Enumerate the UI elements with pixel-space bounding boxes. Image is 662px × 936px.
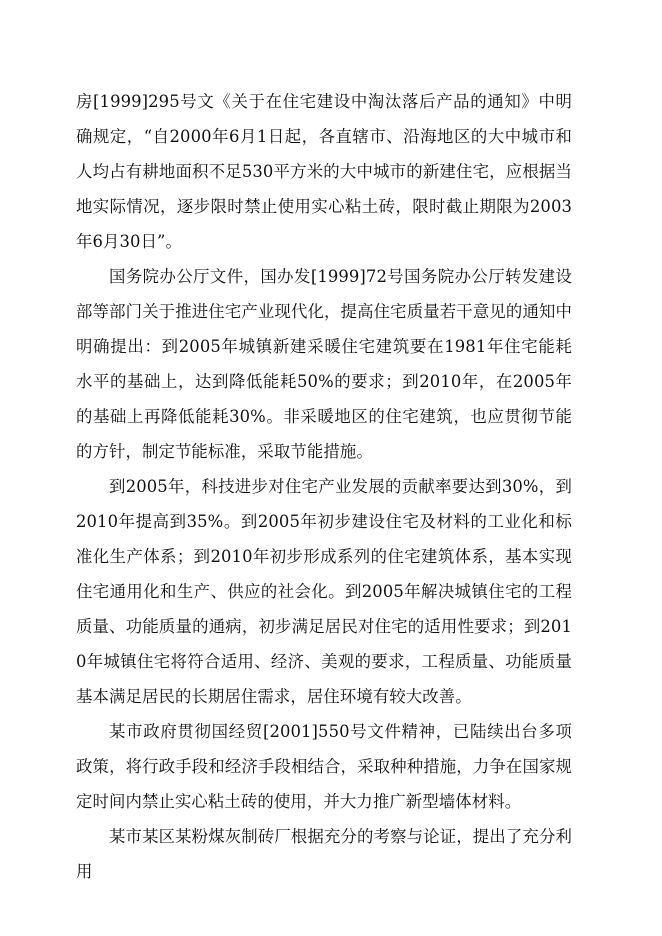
paragraph-1: 房[1999]295号文《关于在住宅建设中淘汰落后产品的通知》中明确规定，“自2000年6月1日起，各直辖市、沿海地区的大中城市和人均占有耕地面积不足530平方米的大中城市的新建住宅，应根据当地实际情况，逐步限时禁止使用实心粘土砖，限时截止期限为2003年6月30日”。 <box>76 92 572 251</box>
paragraph-2: 国务院办公厅文件，国办发[1999]72号国务院办公厅转发建设部等部门关于推进住宅产业现代化，提高住宅质量若干意见的通知中明确提出：到2005年城镇新建采暖住宅建筑要在1981年住宅能耗水平的基础上，达到降低能耗50%的要求；到2010年，在2005年的基础上再降低能耗30%。非采暖地区的住宅建筑，也应贯彻节能的方针，制定节能标准，采取节能措施。 <box>76 267 572 461</box>
paragraph-4: 某市政府贯彻国经贸[2001]550号文件精神，已陆续出台多项政策，将行政手段和经济手段相结合，采取种种措施，力争在国家规定时间内禁止实心粘土砖的使用，并大力推广新型墙体材料。 <box>76 722 572 811</box>
paragraph-5: 某市某区某粉煤灰制砖厂根据充分的考察与论证，提出了充分利用 <box>76 827 572 881</box>
body-text <box>76 84 572 889</box>
paragraph-3: 到2005年，科技进步对住宅产业发展的贡献率要达到30%，到2010年提高到35%。到2005年初步建设住宅及材料的工业化和标准化生产体系；到2010年初步形成系列的住宅建筑体系，基本实现住宅通用化和生产、供应的社会化。到2005年解决城镇住宅的工程质量、功能质量的通病，初步满足居民对住宅的适用性要求；到2010年城镇住宅将符合适用、经济、美观的要求，工程质量、功能质量基本满足居民的长期居住需求，居住环境有较大改善。 <box>76 477 572 706</box>
